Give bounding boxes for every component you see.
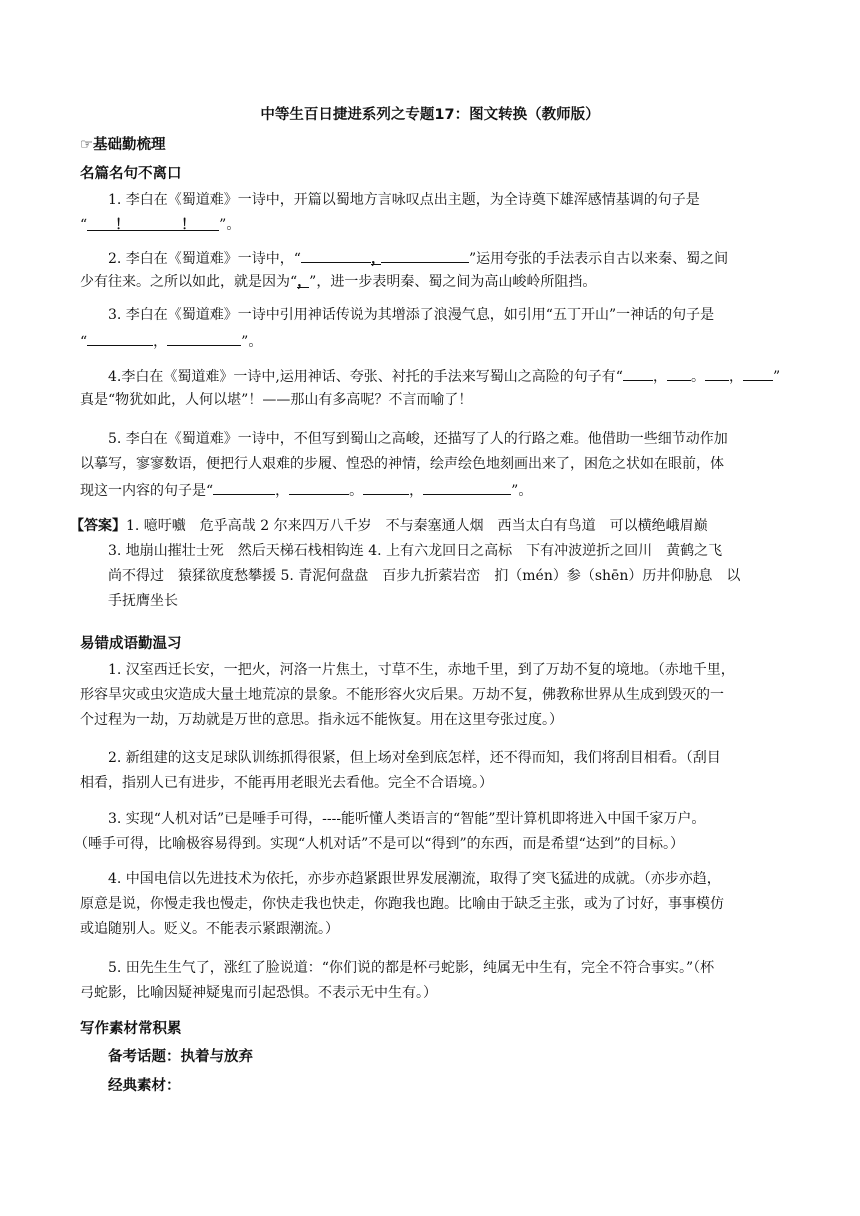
page-title: 中等生百日捷进系列之专题17：图文转换（教师版） <box>260 107 600 123</box>
question-2-post: ”运用夸张的手法表示自古以来秦、蜀之间 <box>468 251 729 267</box>
idiom-4-line-2: 原意是说，你慢走我也慢走，你快走我也快走，你跑我也跑。比喻由于缺乏主张，或为了讨好，事事模仿 <box>80 896 724 912</box>
blank-2a <box>301 245 371 263</box>
quote-close: ”。 <box>219 217 241 233</box>
blank-4d <box>743 363 773 381</box>
blank-1a: ！ <box>87 213 157 231</box>
idiom-2-line-2: 相看，指别人已有进步，不能再用老眼光去看他。完全不合语境。） <box>80 775 493 791</box>
section-heading-writing: 写作素材常积累 <box>80 1021 182 1037</box>
idiom-1 <box>80 658 780 733</box>
blank-5a <box>213 477 275 495</box>
blank-3b <box>167 328 241 346</box>
classic-material-label: 经典素材： <box>108 1078 181 1094</box>
blank-4a <box>623 363 653 381</box>
comma: ， <box>153 334 168 350</box>
question-1-line-2 <box>80 213 780 238</box>
comma: ， <box>728 369 743 385</box>
idiom-5-line-1: 5. 田先生生气了，涨红了脸说道：“你们说的都是杯弓蛇影，纯属无中生有，完全不符合事实。”（杯 <box>108 960 715 976</box>
idiom-3 <box>74 807 780 857</box>
blank-3a <box>87 328 153 346</box>
answer-label: 【答案】 <box>70 518 126 534</box>
idiom-2 <box>80 746 780 796</box>
idiom-4-line-3: 或追随别人。贬义。不能表示紧跟潮流。） <box>80 921 339 937</box>
question-2-line-1 <box>80 245 780 270</box>
idiom-5-line-2: 弓蛇影，比喻因疑神疑鬼而引起恐惧。不表示无中生有。） <box>80 985 437 1001</box>
idiom-4-line-1: 4. 中国电信以先进技术为依托，亦步亦趋紧跟世界发展潮流，取得了突飞猛进的成就。（亦步亦趋， <box>108 871 721 887</box>
answer-line-3: 尚不得过 猿猱欲度愁攀援 5. 青泥何盘盘 百步九折萦岩峦 扪（mén）参（shēn）历井仰胁息 以 <box>108 568 741 584</box>
blank-2c: ， <box>297 270 309 288</box>
question-3-line-1: 3. 李白在《蜀道难》一诗中引用神话传说为其增添了浪漫气息，如引用“五丁开山”一神话的句子是 <box>108 307 715 323</box>
blank-2b <box>381 245 469 263</box>
blank-1b: ！ <box>157 213 219 231</box>
period: 。 <box>690 369 705 385</box>
answer-text-1: 1. 噫吁嚱 危乎高哉 2 尔来四万八千岁 不与秦塞通人烟 西当太白有鸟道 可以横绝峨眉巅 <box>126 518 708 534</box>
quote-open: “ <box>80 217 88 233</box>
quote-close: ” <box>772 369 781 385</box>
question-5 <box>80 427 780 502</box>
blank-5d <box>423 477 511 495</box>
answer-line-1 <box>70 514 780 539</box>
answer-block <box>70 514 780 614</box>
blank-2-sep: ， <box>371 247 381 265</box>
blank-5c <box>363 477 409 495</box>
idiom-5 <box>80 956 780 1006</box>
idiom-3-line-2: （唾手可得，比喻极容易得到。实现“人机对话”不是可以“得到”的东西，而是希望“达到”的目标。） <box>74 836 684 852</box>
question-5-line3-pre: 现这一内容的句子是“ <box>80 483 214 499</box>
section-heading-poems: 名篇名句不离口 <box>80 166 182 182</box>
question-4-line-2: 真是“物犹如此，人何以堪”！——那山有多高呢？不言而喻了！ <box>80 392 473 408</box>
quote-close: ”。 <box>241 334 263 350</box>
quote-open: “ <box>80 334 88 350</box>
topic-line: 备考话题：执着与放弃 <box>108 1049 253 1065</box>
answer-line-2: 3. 地崩山摧壮士死 然后天梯石栈相钩连 4. 上有六龙回日之高标 下有冲波逆折之回川 黄鹤之飞 <box>108 543 723 559</box>
question-5-line-2: 以摹写，寥寥数语，便把行人艰难的步履、惶恐的神情，绘声绘色地刻画出来了，困危之状如在眼前，体 <box>80 456 724 472</box>
idiom-3-line-1: 3. 实现“人机对话”已是唾手可得，----能听懂人类语言的“智能”型计算机即将进入中国千家万户。 <box>108 811 706 827</box>
blank-5b <box>289 477 349 495</box>
comma: ， <box>409 483 424 499</box>
question-4-line-1 <box>80 363 780 388</box>
blank-4c <box>705 363 729 381</box>
question-3 <box>80 303 780 353</box>
question-3-line-2 <box>80 328 780 353</box>
period: 。 <box>349 483 364 499</box>
question-5-line-1: 5. 李白在《蜀道难》一诗中，不但写到蜀山之高峻，还描写了人的行路之难。他借助一些细节动作加 <box>108 431 728 447</box>
question-1-line-1: 1. 李白在《蜀道难》一诗中，开篇以蜀地方言咏叹点出主题，为全诗奠下雄浑感情基调的句子是 <box>108 192 700 208</box>
idiom-1-line-1: 1. 汉室西迁长安，一把火，河洛一片焦土，寸草不生，赤地千里，到了万劫不复的境地。（赤地千里， <box>108 662 735 678</box>
quote-close: ”。 <box>511 483 533 499</box>
answer-line-4: 手抚膺坐长 <box>108 593 178 609</box>
question-2-line2-pre: 少有往来。之所以如此，就是因为“ <box>80 274 298 290</box>
idiom-1-line-3: 个过程为一劫，万劫就是万世的意思。指永远不能恢复。用在这里夸张过度。） <box>80 712 563 728</box>
question-2 <box>80 245 780 295</box>
section-heading-basic: ☞基础勤梳理 <box>80 137 166 153</box>
question-1 <box>80 188 780 238</box>
question-4 <box>80 363 780 413</box>
comma: ， <box>652 369 667 385</box>
question-2-line-2 <box>80 270 780 295</box>
idiom-4 <box>80 867 780 942</box>
blank-4b <box>667 363 691 381</box>
idiom-2-line-1: 2. 新组建的这支足球队训练抓得很紧，但上场对垒到底怎样，还不得而知，我们将刮目相看。（刮目 <box>108 750 721 766</box>
question-2-pre: 2. 李白在《蜀道难》一诗中，“ <box>108 251 301 267</box>
idiom-1-line-2: 形容旱灾或虫灾造成大量土地荒凉的景象。不能形容火灾后果。万劫不复，佛教称世界从生成到毁灭的一 <box>80 687 724 703</box>
section-heading-idioms: 易错成语勤温习 <box>80 636 182 652</box>
question-5-line-3 <box>80 477 780 502</box>
comma: ， <box>275 483 290 499</box>
question-2-line2-post: ”，进一步表明秦、蜀之间为高山峻岭所阻挡。 <box>309 274 597 290</box>
question-4-pre: 4.李白在《蜀道难》一诗中,运用神话、夸张、衬托的手法来写蜀山之高险的句子有“ <box>108 369 623 385</box>
